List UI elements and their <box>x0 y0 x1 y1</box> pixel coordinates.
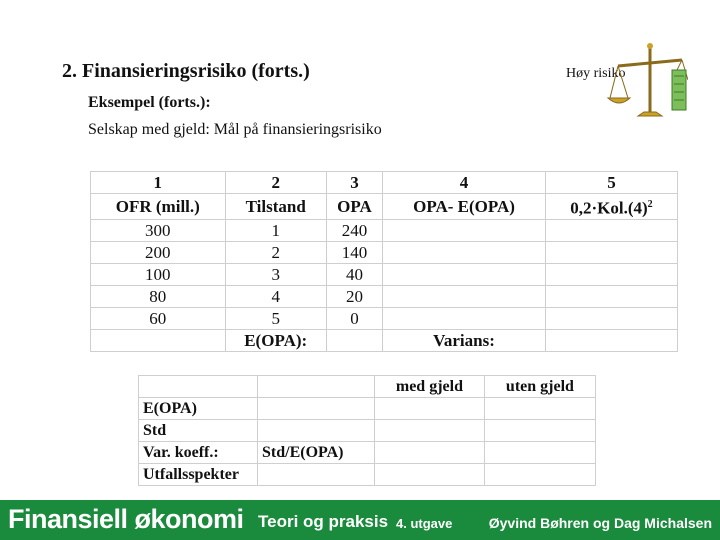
cell-med-gjeld <box>375 398 485 420</box>
cell-deviation <box>383 285 546 307</box>
cell-med-gjeld <box>375 420 485 442</box>
slide-title: 2. Finansieringsrisiko (forts.) <box>62 60 310 82</box>
table-row <box>139 464 596 486</box>
corner-cell <box>139 376 258 398</box>
expected-opa-value <box>326 329 382 351</box>
cell-tilstand: 3 <box>225 263 326 285</box>
cell-opa: 40 <box>326 263 382 285</box>
header-exponent: 2 <box>647 199 653 210</box>
col-number: 2 <box>225 172 326 194</box>
cell-opa: 0 <box>326 307 382 329</box>
variance-label: Varians: <box>383 329 546 351</box>
column-number-row <box>91 172 678 194</box>
cell-weighted <box>545 263 677 285</box>
header-row <box>91 194 678 220</box>
table-row <box>91 285 678 307</box>
table-row <box>139 442 596 464</box>
cell-ofr: 60 <box>91 307 226 329</box>
cell-uten-gjeld <box>484 420 595 442</box>
formula-cell <box>258 420 375 442</box>
col-number: 1 <box>91 172 226 194</box>
cell-deviation <box>383 263 546 285</box>
cell-med-gjeld <box>375 442 485 464</box>
cell-empty <box>91 329 226 351</box>
summary-row <box>91 329 678 351</box>
header-uten-gjeld: uten gjeld <box>484 376 595 398</box>
col-number: 3 <box>326 172 382 194</box>
book-edition: 4. utgave <box>396 516 453 531</box>
table-row <box>91 307 678 329</box>
col-number: 5 <box>545 172 677 194</box>
book-subtitle: Teori og praksis <box>258 512 389 531</box>
header-weighted-square-text: 0,2·Kol.(4) <box>570 198 648 218</box>
cell-tilstand: 5 <box>225 307 326 329</box>
risk-label: Høy risiko <box>566 66 626 81</box>
cell-deviation <box>383 241 546 263</box>
row-label: E(OPA) <box>139 398 258 420</box>
cell-opa: 240 <box>326 219 382 241</box>
col-number: 4 <box>383 172 546 194</box>
formula-cell <box>258 464 375 486</box>
header-ofr: OFR (mill.) <box>91 194 226 220</box>
risk-measure-table <box>90 171 678 352</box>
row-label: Std <box>139 420 258 442</box>
cell-weighted <box>545 241 677 263</box>
table-row <box>139 420 596 442</box>
row-label: Var. koeff.: <box>139 442 258 464</box>
cell-uten-gjeld <box>484 398 595 420</box>
cell-tilstand: 2 <box>225 241 326 263</box>
header-opa-deviation: OPA- E(OPA) <box>383 194 546 220</box>
balance-scale-icon <box>604 40 688 124</box>
variance-value <box>545 329 677 351</box>
cell-weighted <box>545 219 677 241</box>
cell-weighted <box>545 285 677 307</box>
formula-cell <box>258 398 375 420</box>
row-label: Utfallsspekter <box>139 464 258 486</box>
header-tilstand: Tilstand <box>225 194 326 220</box>
cell-ofr: 100 <box>91 263 226 285</box>
book-authors: Øyvind Bøhren og Dag Michalsen <box>488 515 712 531</box>
cell-tilstand: 4 <box>225 285 326 307</box>
expected-opa-label: E(OPA): <box>225 329 326 351</box>
cell-ofr: 80 <box>91 285 226 307</box>
description-subtitle: Selskap med gjeld: Mål på finansieringsrisiko <box>88 121 382 138</box>
cell-ofr: 300 <box>91 219 226 241</box>
cell-uten-gjeld <box>484 442 595 464</box>
cell-deviation <box>383 219 546 241</box>
book-title: Finansiell økonomi <box>8 504 244 534</box>
cell-opa: 140 <box>326 241 382 263</box>
footer-banner <box>0 500 720 540</box>
cell-weighted <box>545 307 677 329</box>
cell-uten-gjeld <box>484 464 595 486</box>
cell-med-gjeld <box>375 464 485 486</box>
formula-header <box>258 376 375 398</box>
cell-deviation <box>383 307 546 329</box>
table-row <box>91 219 678 241</box>
example-subtitle: Eksempel (forts.): <box>88 94 211 111</box>
table-row <box>139 398 596 420</box>
comparison-table <box>138 375 596 486</box>
header-med-gjeld: med gjeld <box>375 376 485 398</box>
header-opa: OPA <box>326 194 382 220</box>
comparison-header-row <box>139 376 596 398</box>
header-weighted-square <box>545 194 677 220</box>
table-row <box>91 263 678 285</box>
cell-opa: 20 <box>326 285 382 307</box>
cell-ofr: 200 <box>91 241 226 263</box>
cell-tilstand: 1 <box>225 219 326 241</box>
table-row <box>91 241 678 263</box>
formula-cell: Std/E(OPA) <box>258 442 375 464</box>
